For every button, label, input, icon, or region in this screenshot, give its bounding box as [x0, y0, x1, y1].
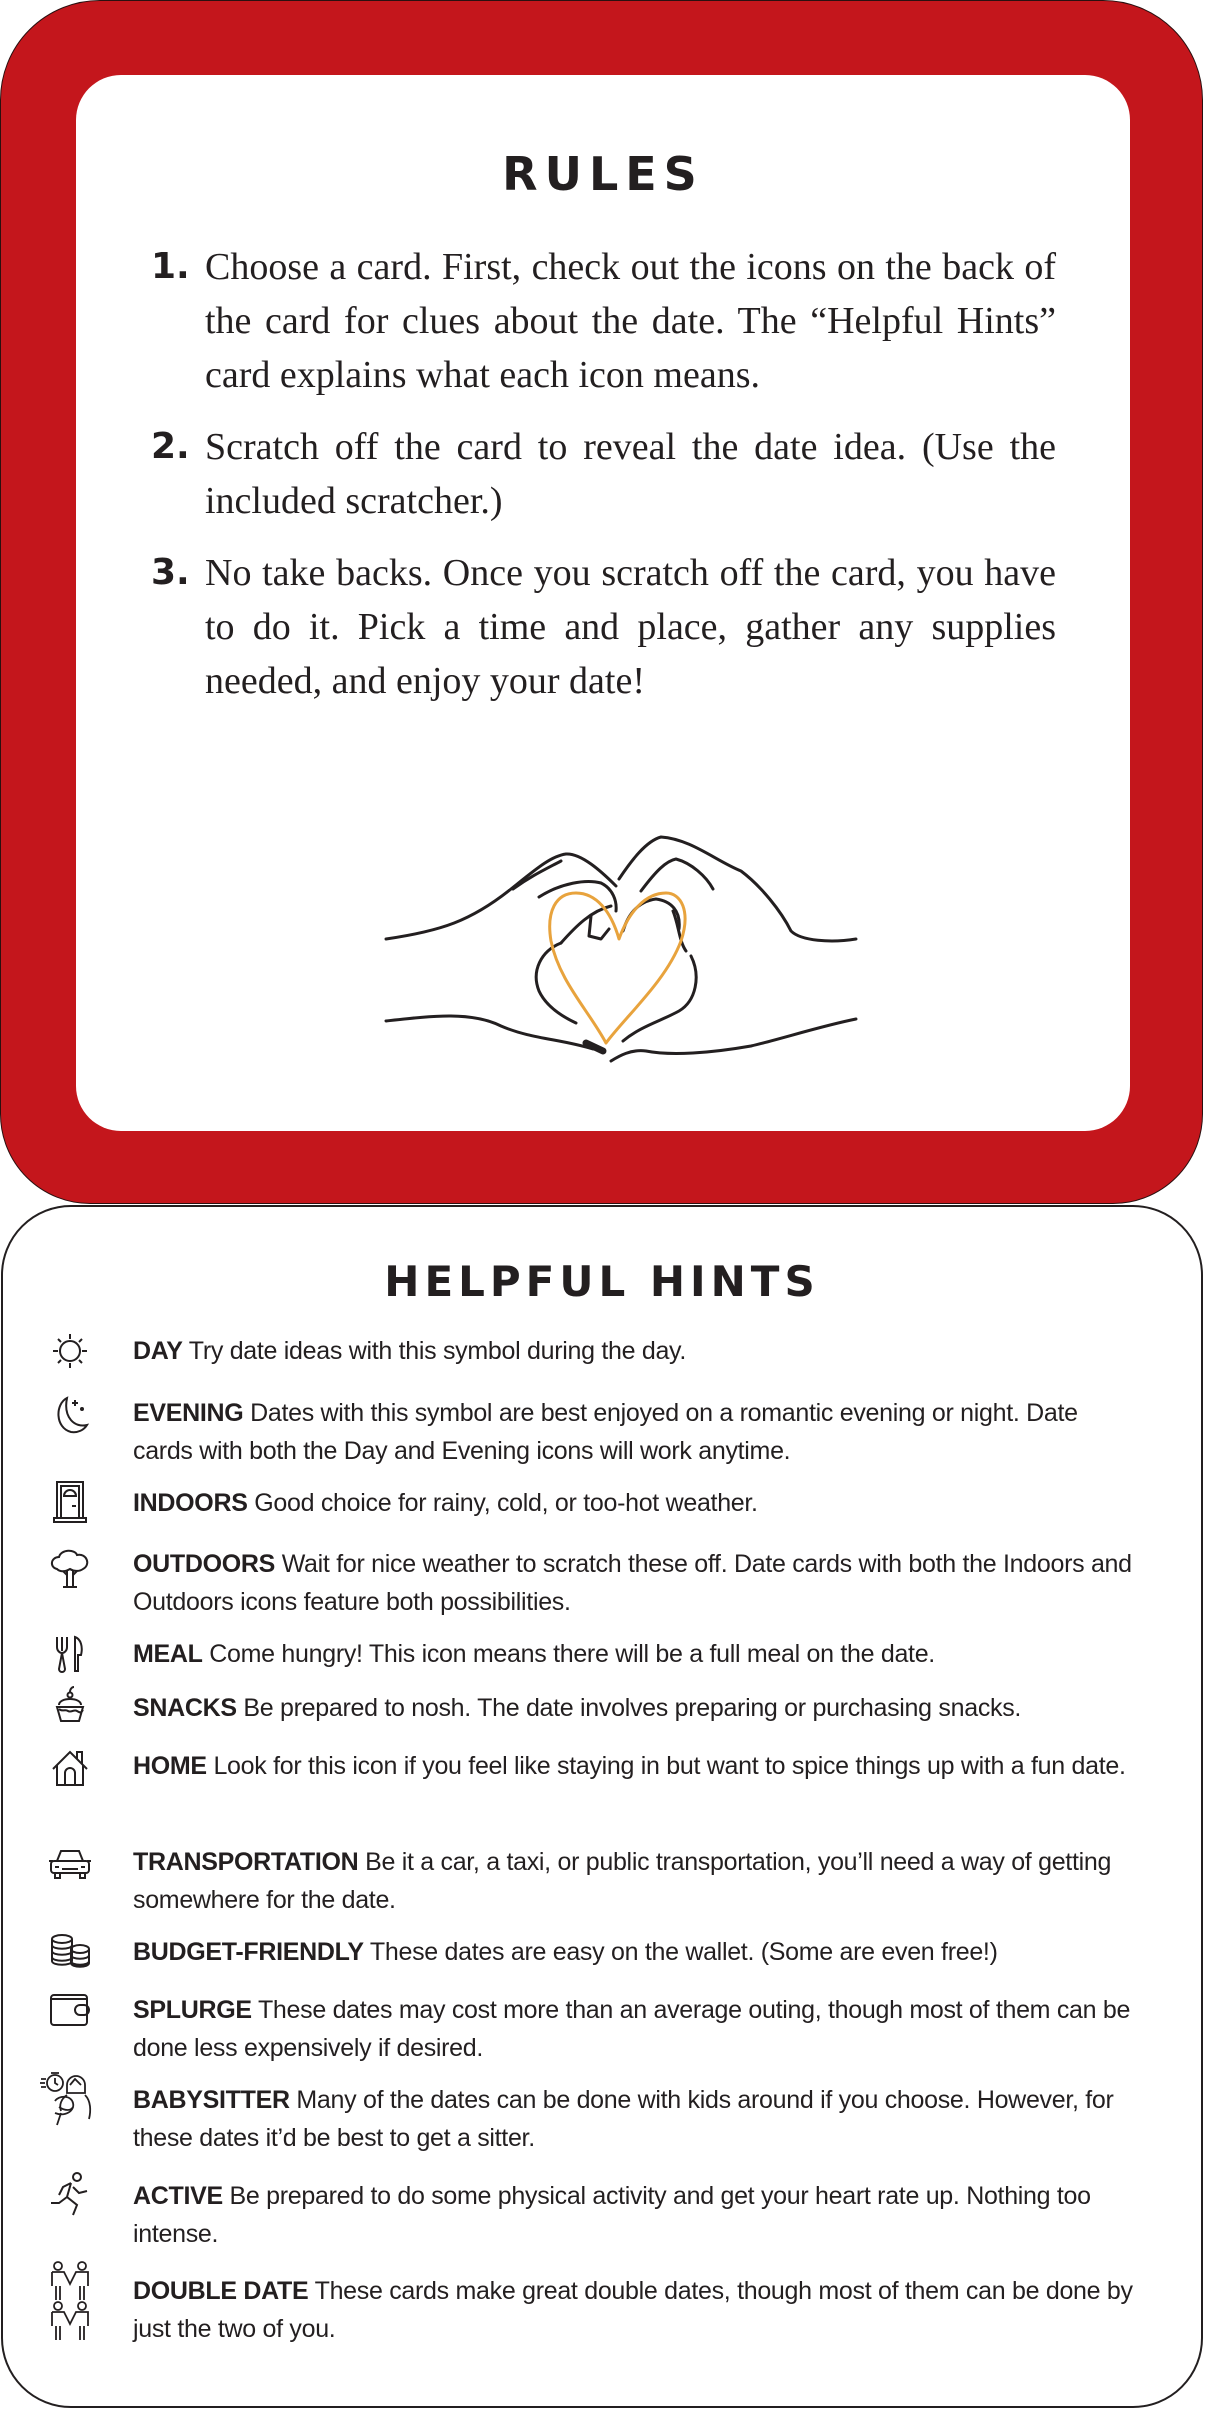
hint-text: Be prepared to nosh. The date involves preparing or purchasing snacks.: [236, 1694, 1022, 1722]
hint-text: Try date ideas with this symbol during the day.: [182, 1337, 687, 1365]
hint-text: Many of the dates can be done with kids around if you choose. However, for these dates it’d be best to get a sitter.: [133, 2086, 1114, 2152]
door-icon: [45, 1476, 95, 1526]
hint-meal: [133, 1635, 1143, 1673]
hints-title: HELPFUL HINTS: [384, 1257, 820, 1306]
rule-number: 1.: [151, 246, 190, 287]
hint-text: Look for this icon if you feel like staying in but want to spice things up with a fun date.: [206, 1752, 1126, 1780]
runner-icon: [45, 2169, 95, 2219]
rule-item-2: [151, 420, 1056, 528]
rules-title: RULES: [502, 147, 704, 201]
coins-icon: [45, 1927, 95, 1977]
hint-text: These cards make great double dates, though most of them can be done by just the two of you.: [133, 2277, 1133, 2343]
hint-indoors: [133, 1484, 1143, 1522]
rule-text: Scratch off the card to reveal the date idea. (Use the included scratcher.): [205, 426, 1056, 522]
fork-knife-icon: [45, 1629, 95, 1679]
hints-card: [1, 1205, 1203, 2408]
double-date-icon: [45, 2260, 95, 2340]
hint-splurge: [133, 1991, 1143, 2067]
hint-text: Good choice for rainy, cold, or too-hot weather.: [247, 1489, 758, 1517]
hint-label: ACTIVE: [133, 2182, 223, 2210]
hint-label: BUDGET-FRIENDLY: [133, 1938, 364, 1966]
hint-home: [133, 1747, 1143, 1785]
rule-number: 2.: [151, 426, 190, 467]
rules-list: [151, 240, 1056, 726]
hint-label: DAY: [133, 1337, 183, 1365]
hint-transportation: [133, 1843, 1143, 1919]
rule-number: 3.: [151, 552, 190, 593]
hint-outdoors: [133, 1545, 1143, 1621]
rule-text: Choose a card. First, check out the icons on the back of the card for clues about the date. The “Helpful Hints” card explains what each icon means.: [205, 246, 1056, 396]
rules-card-inner: [76, 75, 1130, 1131]
car-icon: [45, 1839, 95, 1889]
hint-label: BABYSITTER: [133, 2086, 290, 2114]
hint-text: Be prepared to do some physical activity and get your heart rate up. Nothing too intense.: [133, 2182, 1091, 2248]
hint-text: Be it a car, a taxi, or public transportation, you’ll need a way of getting somewhere for the date.: [133, 1848, 1112, 1914]
hint-label: MEAL: [133, 1640, 203, 1668]
rule-item-3: [151, 546, 1056, 708]
hint-active: [133, 2177, 1143, 2253]
hint-text: Dates with this symbol are best enjoyed on a romantic evening or night. Date cards with both the Day and Evening icons will work anytime.: [133, 1399, 1078, 1465]
hint-label: SPLURGE: [133, 1996, 252, 2024]
hint-label: EVENING: [133, 1399, 244, 1427]
hint-label: TRANSPORTATION: [133, 1848, 359, 1876]
house-icon: [45, 1743, 95, 1793]
hint-text: These dates may cost more than an average outing, though most of them can be done less expensively if desired.: [133, 1996, 1131, 2062]
hint-label: OUTDOORS: [133, 1550, 276, 1578]
hint-label: INDOORS: [133, 1489, 248, 1517]
hint-text: These dates are easy on the wallet. (Some are even free!): [363, 1938, 998, 1966]
cupcake-icon: [45, 1681, 95, 1731]
hint-label: SNACKS: [133, 1694, 237, 1722]
rules-card: [0, 0, 1203, 1204]
rule-item-1: [151, 240, 1056, 402]
tree-icon: [45, 1545, 95, 1595]
hint-text: Come hungry! This icon means there will be a full meal on the date.: [202, 1640, 935, 1668]
babysitter-icon: [37, 2067, 99, 2129]
rule-text: No take backs. Once you scratch off the card, you have to do it. Pick a time and place, gather any supplies needed, and enjoy your date!: [205, 552, 1056, 702]
hint-snacks: [133, 1689, 1143, 1727]
hint-label: HOME: [133, 1752, 207, 1780]
hint-day: [133, 1332, 1143, 1370]
hint-babysitter: [133, 2081, 1143, 2157]
hint-label: DOUBLE DATE: [133, 2277, 309, 2305]
hint-evening: [133, 1394, 1143, 1470]
moon-icon: [45, 1390, 95, 1440]
hint-double-date: [133, 2272, 1143, 2348]
sun-icon: [45, 1326, 95, 1376]
wallet-icon: [45, 1985, 95, 2035]
hint-budget-friendly: [133, 1933, 1143, 1971]
hands-heart-icon: [361, 811, 881, 1071]
hint-text: Wait for nice weather to scratch these off. Date cards with both the Indoors and Outdoors icons feature both possibilities.: [133, 1550, 1132, 1616]
